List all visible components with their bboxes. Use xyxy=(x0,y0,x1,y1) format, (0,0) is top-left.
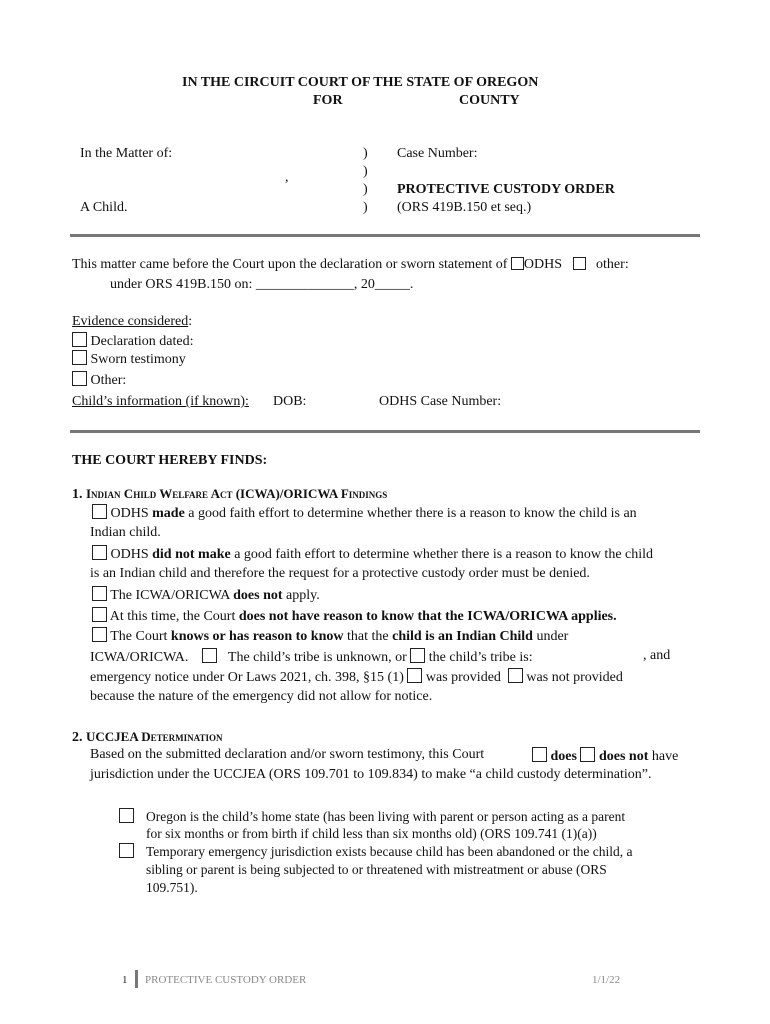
page-number: 1 xyxy=(122,974,128,986)
heading-county: COUNTY xyxy=(459,93,520,108)
evidence-item: Sworn testimony xyxy=(72,350,186,368)
emergency-jurisdiction-checkbox[interactable] xyxy=(119,843,134,858)
other-label: other: xyxy=(596,257,629,272)
does-not-checkbox[interactable] xyxy=(580,747,595,762)
heading-for: FOR xyxy=(313,93,343,108)
section1-heading: 1. Indian Child Welfare Act (ICWA)/ORICWA Findings xyxy=(72,486,388,502)
divider xyxy=(70,234,700,237)
icwa-item-not-made-cont: is an Indian child and therefore the request for a protective custody order must be denied. xyxy=(90,566,590,581)
odhs-not-made-checkbox[interactable] xyxy=(92,545,107,560)
dob-label: DOB: xyxy=(273,394,307,409)
uccjea-line-2: jurisdiction under the UCCJEA (ORS 109.701 to 109.834) to make “a child custody determination”. xyxy=(90,767,652,782)
emergency-jurisdiction-option xyxy=(119,843,134,861)
uccjea-line: Based on the submitted declaration and/or sworn testimony, this Court xyxy=(90,747,485,762)
intro-date-line: under ORS 419B.150 on: ______________, 20_____. xyxy=(110,277,414,292)
emergency-notice-line: emergency notice under Or Laws 2021, ch. 398, §15 (1) was provided was not provided xyxy=(90,670,623,685)
icwa-item-made: ODHS made a good faith effort to determine whether there is a reason to know the child is an xyxy=(92,504,637,522)
home-state-checkbox[interactable] xyxy=(119,808,134,823)
caption-comma: , xyxy=(285,170,289,185)
evidence-heading: Evidence considered: xyxy=(72,314,193,329)
child-label: A Child. xyxy=(80,200,128,215)
caption-paren: ) xyxy=(363,200,368,215)
icwa-item-knows: The Court knows or has reason to know that the child is an Indian Child under xyxy=(92,627,568,645)
emergency-notice-cont: because the nature of the emergency did not allow for notice. xyxy=(90,689,433,704)
no-reason-checkbox[interactable] xyxy=(92,607,107,622)
odhs-made-checkbox[interactable] xyxy=(92,504,107,519)
declaration-checkbox[interactable] xyxy=(72,332,87,347)
other-checkbox[interactable] xyxy=(573,257,586,270)
footer-date: 1/1/22 xyxy=(592,974,621,986)
caption-paren: ) xyxy=(363,182,368,197)
odhs-case-label: ODHS Case Number: xyxy=(379,394,502,409)
sworn-testimony-checkbox[interactable] xyxy=(72,350,87,365)
icwa-not-apply-checkbox[interactable] xyxy=(92,586,107,601)
divider xyxy=(70,430,700,433)
child-info-label: Child’s information (if known): xyxy=(72,394,249,409)
icwa-tribe-and: , and xyxy=(643,648,671,663)
icwa-item-made-cont: Indian child. xyxy=(90,525,161,540)
caption-paren: ) xyxy=(363,146,368,161)
home-state-text: Oregon is the child’s home state (has been living with parent or person acting as a parent for six months or from birth if child less than six months old) (ORS 109.741 (1)(a)) xyxy=(146,809,626,841)
court-heading: IN THE CIRCUIT COURT OF THE STATE OF OREGON xyxy=(182,75,539,90)
icwa-item-not-made: ODHS did not make a good faith effort to determine whether there is a reason to know the child xyxy=(92,545,653,563)
case-number-label: Case Number: xyxy=(397,146,478,161)
uccjea-options: does does not have xyxy=(532,747,678,765)
odhs-checkbox[interactable] xyxy=(511,257,524,270)
emergency-jurisdiction-text: Temporary emergency jurisdiction exists because child has been abandoned or the child, a sibling or parent is being subjected to or threatened with mistreatment or abuse (ORS 109.751). xyxy=(146,844,633,895)
footer-divider xyxy=(135,970,138,988)
tribe-unknown-checkbox[interactable] xyxy=(202,648,217,663)
matter-label: In the Matter of: xyxy=(80,146,173,161)
other-evidence-checkbox[interactable] xyxy=(72,371,87,386)
evidence-item: Other: xyxy=(72,371,126,389)
icwa-tribe-line: ICWA/ORICWA. The child’s tribe is unknown, or the child’s tribe is: xyxy=(90,650,533,665)
findings-heading: THE COURT HEREBY FINDS: xyxy=(72,453,268,468)
icwa-item-not-apply: The ICWA/ORICWA does not apply. xyxy=(92,586,320,604)
home-state-option xyxy=(119,808,134,826)
odhs-label: ODHS xyxy=(523,257,563,272)
knows-reason-checkbox[interactable] xyxy=(92,627,107,642)
section2-heading: 2. UCCJEA Determination xyxy=(72,729,223,745)
does-checkbox[interactable] xyxy=(532,747,547,762)
tribe-known-checkbox[interactable] xyxy=(410,648,425,663)
footer-title: PROTECTIVE CUSTODY ORDER xyxy=(145,974,307,986)
order-title: PROTECTIVE CUSTODY ORDER xyxy=(397,182,615,197)
notice-provided-checkbox[interactable] xyxy=(407,668,422,683)
intro-line: This matter came before the Court upon the declaration or sworn statement of ODHS other: xyxy=(72,257,629,272)
caption-paren: ) xyxy=(363,164,368,179)
icwa-item-no-reason: At this time, the Court does not have reason to know that the ICWA/ORICWA applies. xyxy=(92,607,617,625)
evidence-item: Declaration dated: xyxy=(72,332,194,350)
order-statute: (ORS 419B.150 et seq.) xyxy=(397,200,532,215)
notice-not-provided-checkbox[interactable] xyxy=(508,668,523,683)
